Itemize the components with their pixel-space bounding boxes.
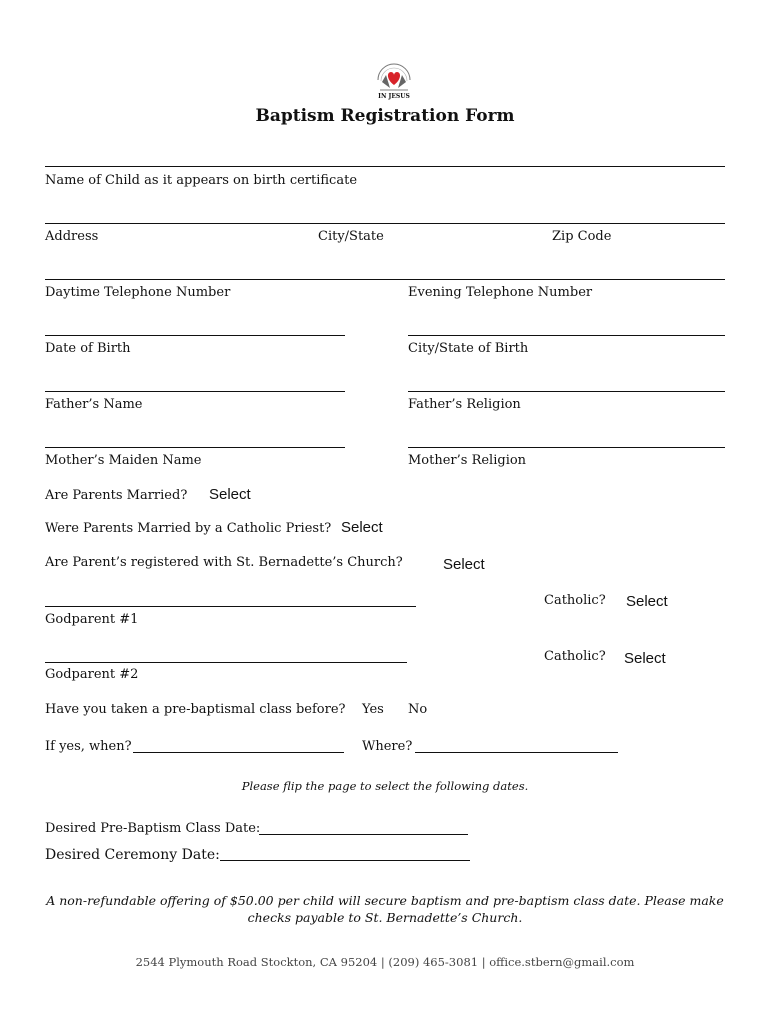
date-of-birth-label: Date of Birth <box>45 341 131 356</box>
godparent-2-label: Godparent #2 <box>45 667 139 682</box>
catholic-2-label: Catholic? <box>544 649 606 664</box>
child-name-field[interactable] <box>45 166 725 167</box>
daytime-phone-label: Daytime Telephone Number <box>45 285 231 300</box>
when-field[interactable] <box>133 752 344 753</box>
godparent-1-label: Godparent #1 <box>45 612 139 627</box>
ceremony-date-label: Desired Ceremony Date: <box>45 847 220 863</box>
married-priest-label: Were Parents Married by a Catholic Priest? <box>45 521 332 536</box>
catholic-2-select[interactable]: Select <box>624 650 666 667</box>
registered-label: Are Parent’s registered with St. Bernadette’s Church? <box>45 555 403 570</box>
parents-married-select[interactable]: Select <box>209 486 251 503</box>
class-date-label: Desired Pre-Baptism Class Date: <box>45 821 261 836</box>
where-field[interactable] <box>415 752 618 753</box>
catholic-1-label: Catholic? <box>544 593 606 608</box>
flip-note: Please flip the page to select the following dates. <box>241 779 529 793</box>
mother-name-field[interactable] <box>45 447 345 448</box>
evening-phone-label: Evening Telephone Number <box>408 285 593 300</box>
registered-select[interactable]: Select <box>443 556 485 573</box>
child-name-label: Name of Child as it appears on birth certificate <box>45 173 358 188</box>
phone-field[interactable] <box>45 279 725 280</box>
logo-text: IN JESUS <box>378 93 410 100</box>
prebaptismal-label: Have you taken a pre-baptismal class before? <box>45 702 346 717</box>
father-name-label: Father’s Name <box>45 397 143 412</box>
mother-religion-label: Mother’s Religion <box>408 453 527 468</box>
mother-name-label: Mother’s Maiden Name <box>45 453 202 468</box>
zip-code-label: Zip Code <box>552 229 612 244</box>
catholic-1-select[interactable]: Select <box>626 593 668 610</box>
no-option[interactable]: No <box>408 702 428 717</box>
father-religion-field[interactable] <box>408 391 725 392</box>
offering-note-line-2: checks payable to St. Bernadette’s Church. <box>247 910 523 925</box>
father-religion-label: Father’s Religion <box>408 397 521 412</box>
mother-religion-field[interactable] <box>408 447 725 448</box>
ceremony-date-field[interactable] <box>220 860 470 861</box>
yes-option[interactable]: Yes <box>362 702 384 717</box>
address-field[interactable] <box>45 223 725 224</box>
footer-contact: 2544 Plymouth Road Stockton, CA 95204 | (209) 465-3081 | office.stbern@gmail.com <box>135 955 635 969</box>
church-logo <box>372 60 416 102</box>
where-label: Where? <box>362 739 413 754</box>
class-date-field[interactable] <box>259 834 468 835</box>
birth-place-field[interactable] <box>408 335 725 336</box>
godparent-1-field[interactable] <box>45 606 416 607</box>
godparent-2-field[interactable] <box>45 662 407 663</box>
birth-place-label: City/State of Birth <box>408 341 529 356</box>
father-name-field[interactable] <box>45 391 345 392</box>
date-of-birth-field[interactable] <box>45 335 345 336</box>
offering-note-line-1: A non-refundable offering of $50.00 per child will secure baptism and pre-baptism class date. Please make <box>46 893 724 908</box>
parents-married-label: Are Parents Married? <box>45 488 188 503</box>
if-yes-when-label: If yes, when? <box>45 739 132 754</box>
address-label: Address <box>45 229 99 244</box>
page-title: Baptism Registration Form <box>255 106 515 126</box>
city-state-label: City/State <box>318 229 384 244</box>
married-priest-select[interactable]: Select <box>341 519 383 536</box>
